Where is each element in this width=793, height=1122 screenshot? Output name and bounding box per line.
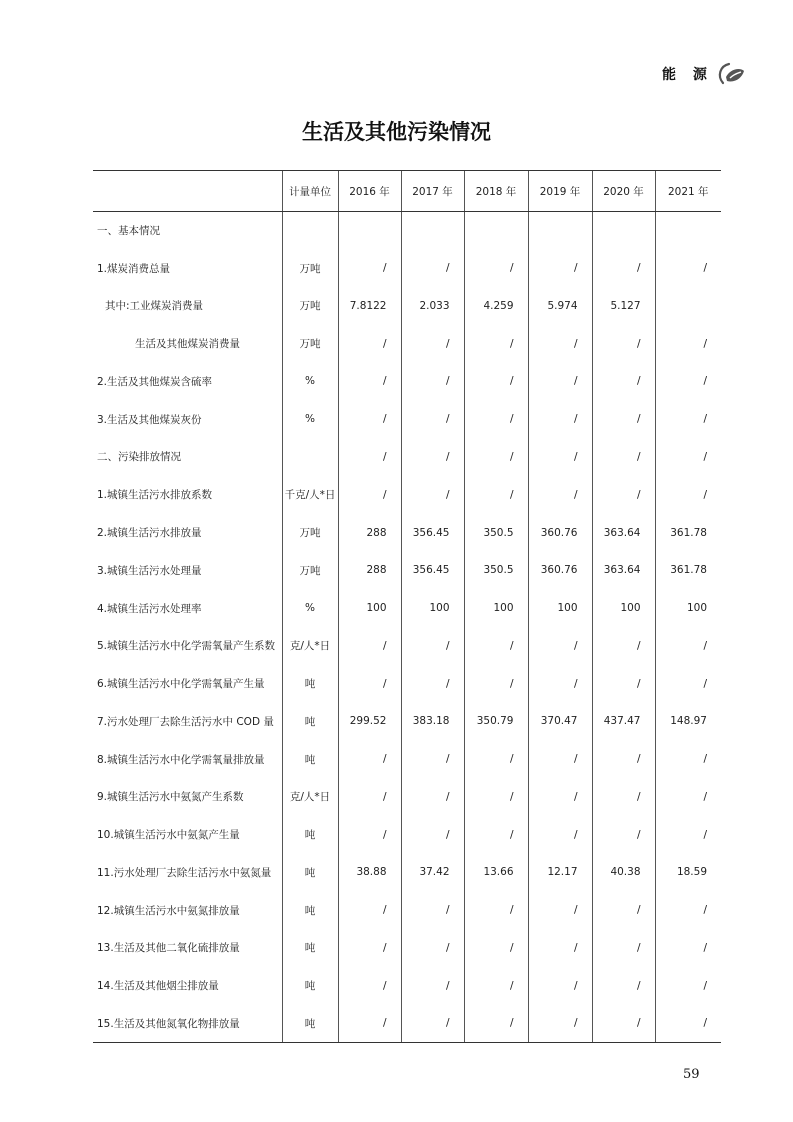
table-row	[93, 816, 721, 854]
row-item-label: 15.生活及其他氮氧化物排放量	[93, 1005, 282, 1043]
page-number: 59	[683, 1067, 700, 1082]
row-value: /	[401, 627, 464, 665]
row-unit: %	[282, 363, 338, 401]
row-value: /	[464, 363, 528, 401]
column-header	[93, 171, 282, 212]
row-unit: 万吨	[282, 287, 338, 325]
row-value: 18.59	[655, 854, 721, 892]
row-value: 40.38	[592, 854, 655, 892]
row-value: /	[464, 438, 528, 476]
row-value: /	[592, 476, 655, 514]
column-header: 2020 年	[592, 171, 655, 212]
table-row	[93, 967, 721, 1005]
row-unit: 吨	[282, 1005, 338, 1043]
table-row	[93, 589, 721, 627]
row-value: /	[338, 249, 401, 287]
table-row	[93, 551, 721, 589]
row-item-label: 1.煤炭消费总量	[97, 262, 171, 275]
row-item-label: 生活及其他煤炭消费量	[135, 338, 240, 351]
row-value: /	[401, 740, 464, 778]
row-value: /	[401, 967, 464, 1005]
row-value: 361.78	[655, 514, 721, 552]
row-value: 100	[528, 589, 592, 627]
row-value	[528, 212, 592, 250]
row-value: /	[338, 325, 401, 363]
row-value: /	[655, 249, 721, 287]
row-value: 2.033	[401, 287, 464, 325]
row-item-label: 4.城镇生活污水处理率	[97, 602, 202, 615]
row-value: /	[655, 740, 721, 778]
row-unit: 万吨	[282, 551, 338, 589]
row-value: /	[338, 1005, 401, 1043]
column-header: 2016 年	[338, 171, 401, 212]
row-value: /	[401, 476, 464, 514]
table-row	[93, 702, 721, 740]
row-item-label: 10.城镇生活污水中氨氮产生量	[97, 829, 240, 842]
row-item-label: 其中:工业煤炭消费量	[105, 300, 204, 313]
row-value: /	[655, 816, 721, 854]
row-value: /	[528, 929, 592, 967]
row-item-label: 9.城镇生活污水中氨氮产生系数	[97, 791, 244, 804]
row-value: /	[655, 363, 721, 401]
row-item-label: 7.污水处理厂去除生活污水中 COD 量	[97, 715, 274, 728]
row-value: /	[528, 400, 592, 438]
row-value: /	[464, 476, 528, 514]
row-unit	[282, 438, 338, 476]
row-value: /	[592, 249, 655, 287]
row-value: /	[655, 778, 721, 816]
row-value: /	[401, 778, 464, 816]
row-value: 288	[338, 514, 401, 552]
row-unit: 吨	[282, 967, 338, 1005]
table-row	[93, 212, 721, 250]
table-row	[93, 627, 721, 665]
row-value: /	[592, 816, 655, 854]
row-value: /	[655, 325, 721, 363]
row-value: /	[464, 400, 528, 438]
row-item-label: 一、基本情况	[97, 225, 160, 238]
row-value: /	[528, 967, 592, 1005]
row-value: 100	[655, 589, 721, 627]
row-value: /	[464, 249, 528, 287]
row-value: /	[592, 665, 655, 703]
row-value: /	[655, 400, 721, 438]
table-row	[93, 740, 721, 778]
row-value: 363.64	[592, 551, 655, 589]
row-value: /	[464, 929, 528, 967]
row-value: 299.52	[338, 702, 401, 740]
row-value: /	[592, 740, 655, 778]
row-item-label: 3.城镇生活污水处理量	[97, 564, 202, 577]
row-value: /	[401, 400, 464, 438]
row-value: 100	[338, 589, 401, 627]
row-value: /	[401, 665, 464, 703]
row-unit: 千克/人*日	[282, 476, 338, 514]
row-value: /	[464, 740, 528, 778]
row-value: /	[655, 1005, 721, 1043]
row-value	[338, 212, 401, 250]
row-value: /	[528, 778, 592, 816]
row-value: 100	[592, 589, 655, 627]
table-row	[93, 1005, 721, 1043]
row-item-label: 8.城镇生活污水中化学需氧量排放量	[97, 753, 265, 766]
row-value: /	[528, 816, 592, 854]
row-value: /	[528, 665, 592, 703]
row-value	[401, 212, 464, 250]
row-value: 360.76	[528, 551, 592, 589]
table-row	[93, 363, 721, 401]
row-value: /	[401, 1005, 464, 1043]
row-value: /	[464, 1005, 528, 1043]
row-value: 437.47	[592, 702, 655, 740]
row-value: /	[592, 363, 655, 401]
row-value: /	[528, 740, 592, 778]
row-value: /	[655, 891, 721, 929]
row-value: /	[401, 929, 464, 967]
row-item-label: 3.生活及其他煤炭灰份	[97, 413, 202, 426]
row-value: /	[592, 778, 655, 816]
row-value: /	[655, 476, 721, 514]
row-value: /	[528, 627, 592, 665]
row-item-label: 6.城镇生活污水中化学需氧量产生量	[97, 678, 265, 691]
row-value: /	[338, 740, 401, 778]
row-unit: 吨	[282, 891, 338, 929]
table-row	[93, 778, 721, 816]
row-item-label: 13.生活及其他二氧化硫排放量	[97, 942, 240, 955]
row-item-label: 14.生活及其他烟尘排放量	[97, 980, 219, 993]
row-unit: 吨	[282, 665, 338, 703]
chapter-logo-icon	[716, 62, 746, 86]
table-header-row	[93, 171, 721, 212]
row-item-label: 11.污水处理厂去除生活污水中氨氮量	[97, 866, 272, 879]
table-row	[93, 325, 721, 363]
row-unit: 吨	[282, 816, 338, 854]
table-row	[93, 854, 721, 892]
row-value: 361.78	[655, 551, 721, 589]
row-value: /	[592, 627, 655, 665]
row-value: 4.259	[464, 287, 528, 325]
row-value: 288	[338, 551, 401, 589]
row-value	[592, 212, 655, 250]
row-value: /	[528, 891, 592, 929]
row-value: /	[464, 665, 528, 703]
row-item-label: 二、污染排放情况	[97, 451, 181, 464]
row-value: /	[528, 438, 592, 476]
table-row	[93, 438, 721, 476]
row-value: /	[528, 325, 592, 363]
table-row	[93, 891, 721, 929]
row-value: /	[592, 1005, 655, 1043]
row-unit: 吨	[282, 702, 338, 740]
row-value: /	[338, 816, 401, 854]
row-unit: 克/人*日	[282, 778, 338, 816]
table-row	[93, 476, 721, 514]
row-item-label: 12.城镇生活污水中氨氮排放量	[97, 904, 240, 917]
table-row	[93, 514, 721, 552]
column-header: 计量单位	[282, 171, 338, 212]
row-value: /	[464, 778, 528, 816]
row-unit: 吨	[282, 854, 338, 892]
row-value: 370.47	[528, 702, 592, 740]
row-value: /	[655, 967, 721, 1005]
row-value: /	[464, 325, 528, 363]
row-value: /	[655, 929, 721, 967]
row-value: /	[655, 665, 721, 703]
chapter-title: 能 源	[662, 67, 713, 83]
row-value: /	[592, 400, 655, 438]
page-title: 生活及其他污染情况	[302, 119, 491, 144]
row-value: 350.79	[464, 702, 528, 740]
row-value: /	[338, 400, 401, 438]
row-value: /	[655, 438, 721, 476]
row-value: /	[464, 891, 528, 929]
row-value: 100	[464, 589, 528, 627]
row-value: 356.45	[401, 514, 464, 552]
table-row	[93, 665, 721, 703]
row-item-label: 2.城镇生活污水排放量	[97, 527, 202, 539]
table-row	[93, 929, 721, 967]
table-row	[93, 287, 721, 325]
row-value: 5.974	[528, 287, 592, 325]
row-value: 37.42	[401, 854, 464, 892]
row-value: 350.5	[464, 514, 528, 552]
column-header: 2019 年	[528, 171, 592, 212]
row-item-label: 1.城镇生活污水排放系数	[97, 489, 213, 502]
row-value: /	[338, 967, 401, 1005]
row-value: /	[592, 929, 655, 967]
row-value: /	[338, 778, 401, 816]
row-value: 100	[401, 589, 464, 627]
row-value: 12.17	[528, 854, 592, 892]
row-value: 38.88	[338, 854, 401, 892]
row-unit: 万吨	[282, 514, 338, 552]
row-value: /	[464, 816, 528, 854]
row-value: /	[464, 967, 528, 1005]
pollution-data-table	[93, 170, 721, 1043]
row-value: /	[338, 438, 401, 476]
column-header: 2018 年	[464, 171, 528, 212]
row-unit: 吨	[282, 929, 338, 967]
row-value: 363.64	[592, 514, 655, 552]
row-value	[655, 287, 721, 325]
row-unit: %	[282, 589, 338, 627]
row-value	[655, 212, 721, 250]
row-value: /	[528, 476, 592, 514]
row-value: /	[592, 438, 655, 476]
table-body	[93, 212, 721, 1043]
row-value: 383.18	[401, 702, 464, 740]
row-value: /	[401, 816, 464, 854]
row-value: /	[592, 325, 655, 363]
row-value: /	[338, 363, 401, 401]
row-value: /	[338, 627, 401, 665]
row-value	[464, 212, 528, 250]
row-value: 360.76	[528, 514, 592, 552]
row-value: 7.8122	[338, 287, 401, 325]
row-value: /	[528, 249, 592, 287]
row-value: /	[528, 1005, 592, 1043]
row-value: /	[401, 325, 464, 363]
row-value: /	[401, 249, 464, 287]
row-value: /	[401, 438, 464, 476]
row-unit: 吨	[282, 740, 338, 778]
row-value: 356.45	[401, 551, 464, 589]
row-value: /	[401, 891, 464, 929]
row-value: /	[655, 627, 721, 665]
row-value: /	[338, 665, 401, 703]
row-value: 5.127	[592, 287, 655, 325]
row-value: 350.5	[464, 551, 528, 589]
row-value: 13.66	[464, 854, 528, 892]
row-unit: 克/人*日	[282, 627, 338, 665]
row-value: /	[338, 891, 401, 929]
row-unit: 万吨	[282, 325, 338, 363]
table-row	[93, 400, 721, 438]
row-value: /	[338, 929, 401, 967]
row-unit: %	[282, 400, 338, 438]
row-item-label: 2.生活及其他煤炭含硫率	[97, 375, 213, 388]
table-row	[93, 249, 721, 287]
row-value: /	[338, 476, 401, 514]
row-value: /	[528, 363, 592, 401]
row-value: /	[592, 967, 655, 1005]
row-value: /	[464, 627, 528, 665]
row-value: /	[592, 891, 655, 929]
row-value: 148.97	[655, 702, 721, 740]
row-value: /	[401, 363, 464, 401]
column-header: 2021 年	[655, 171, 721, 212]
row-unit: 万吨	[282, 249, 338, 287]
row-unit	[282, 212, 338, 250]
column-header: 2017 年	[401, 171, 464, 212]
row-item-label: 5.城镇生活污水中化学需氧量产生系数	[97, 640, 276, 653]
